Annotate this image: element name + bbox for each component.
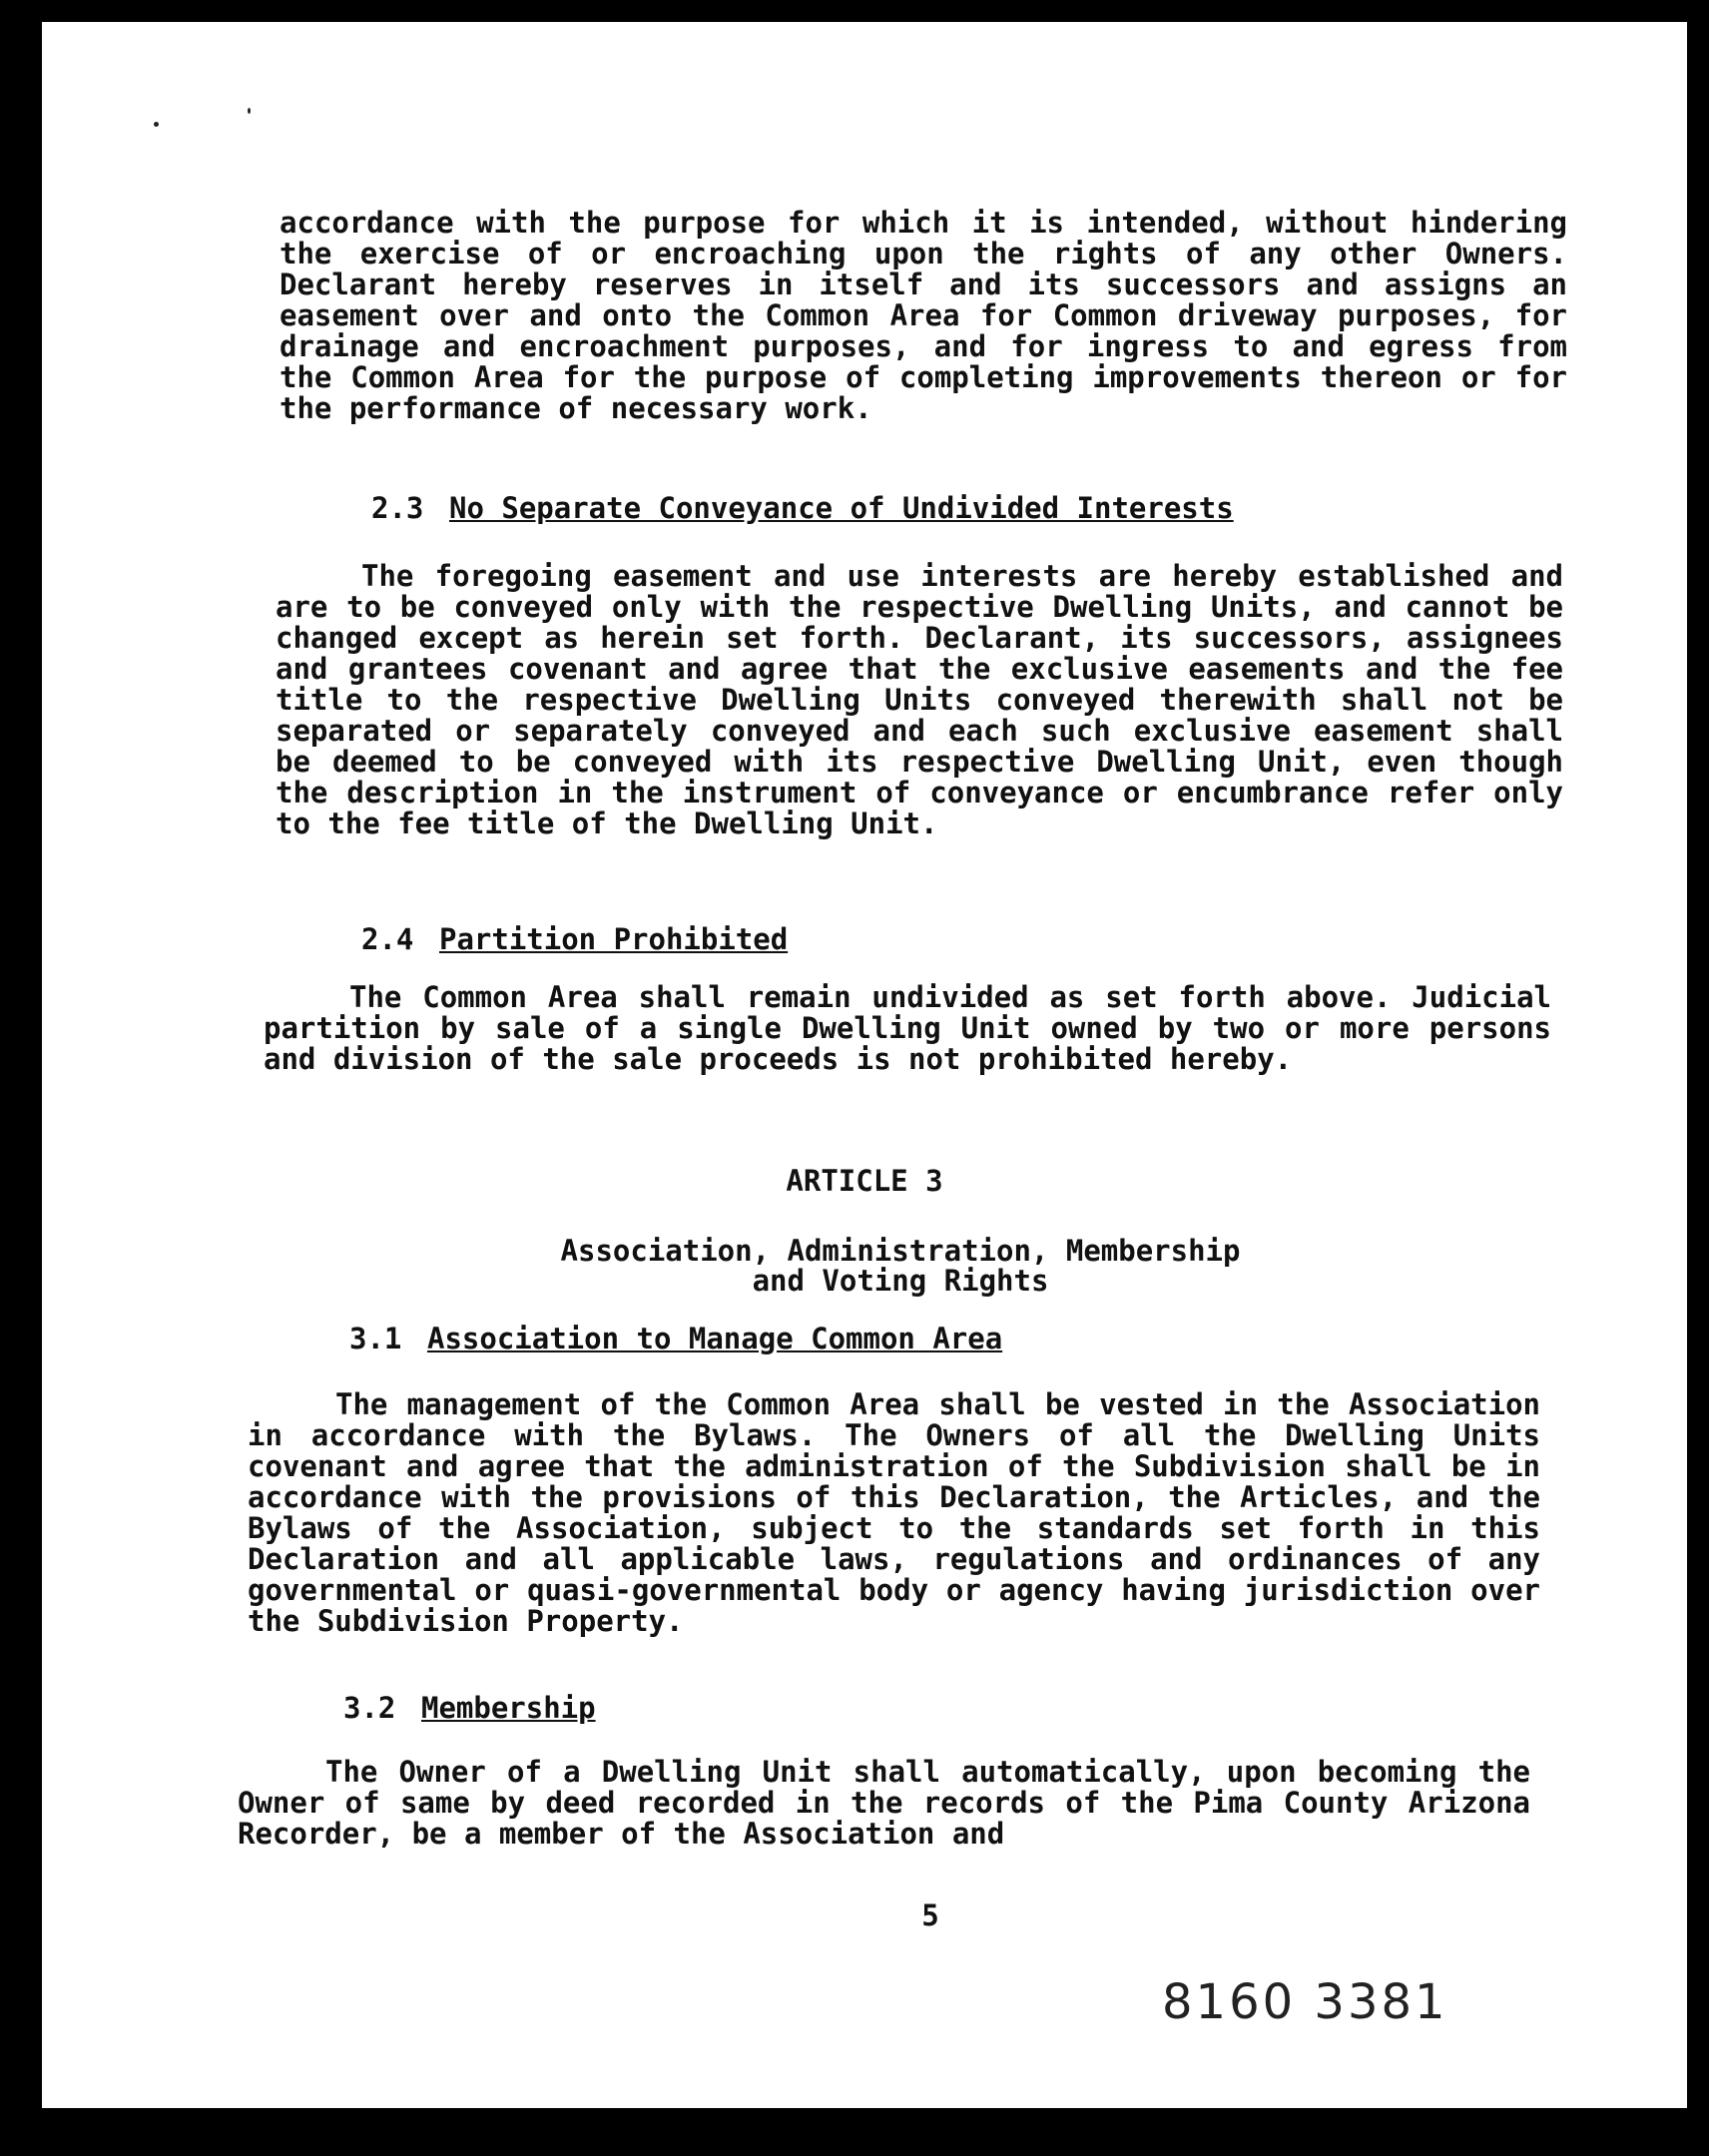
document-number: 8160 3381 bbox=[1162, 1974, 1448, 2030]
section-number: 2.3 bbox=[371, 491, 424, 525]
page-number: 5 bbox=[921, 1898, 939, 1932]
section-number: 3.2 bbox=[343, 1691, 396, 1725]
document-page bbox=[42, 22, 1687, 2108]
section-number: 3.1 bbox=[349, 1322, 402, 1355]
article-label: ARTICLE 3 bbox=[786, 1164, 943, 1198]
section-2-4-body: The Common Area shall remain undivided as set forth above. Judicial partition by sale of a single Dwelling Unit owned by two or more persons and division of the sale proceeds is not prohibited hereby. bbox=[264, 980, 1551, 1076]
opening-paragraph: accordance with the purpose for which it is intended, without hindering the exercise of or encroaching upon the rights of any other Owners. Declarant hereby reserves in itself and its successors and assigns an easement over and onto the Common Area for Common driveway purposes, for drainage and encroachment purposes, and for ingress to and egress from the Common Area for the purpose of completing improvements thereon or for the performance of necessary work. bbox=[280, 206, 1567, 425]
article-title-line2: and Voting Rights bbox=[752, 1264, 1049, 1298]
section-3-1-body: The management of the Common Area shall be vested in the Association in accordance with the Bylaws. The Owners of all the Dwelling Units covenant and agree that the administration of the Subdivision shall be in accordance with the provisions of this Declaration, the Articles, and the Bylaws of the Association, subject to the standards set forth in this Declaration and all applicable laws, regulations and ordinances of any governmental or quasi-governmental body or agency having jurisdiction over the Subdivision Property. bbox=[248, 1387, 1540, 1638]
section-title: No Separate Conveyance of Undivided Interests bbox=[449, 491, 1234, 525]
section-3-2-body: The Owner of a Dwelling Unit shall automatically, upon becoming the Owner of same by deed recorded in the records of the Pima County Arizona Recorder, be a member of the Association and bbox=[238, 1755, 1530, 1851]
scan-speck bbox=[248, 108, 251, 114]
section-3-1-heading bbox=[349, 1322, 1002, 1355]
section-title: Membership bbox=[421, 1691, 596, 1725]
section-2-4-heading bbox=[361, 922, 788, 956]
article-title-line1: Association, Administration, Membership bbox=[560, 1234, 1241, 1268]
section-number: 2.4 bbox=[361, 922, 414, 956]
section-2-3-heading bbox=[371, 491, 1234, 525]
section-3-2-heading bbox=[343, 1691, 596, 1725]
section-2-3-body: The foregoing easement and use interests are hereby established and are to be conveyed only with the respective Dwelling Units, and cannot be changed except as herein set forth. Declarant, its successors, assignees and grantees covenant and agree that the exclusive easements and the fee title to the respective Dwelling Units conveyed therewith shall not be separated or separately conveyed and each such exclusive easement shall be deemed to be conveyed with its respective Dwelling Unit, even though the description in the instrument of conveyance or encumbrance refer only to the fee title of the Dwelling Unit. bbox=[276, 559, 1563, 840]
section-title: Association to Manage Common Area bbox=[427, 1322, 1003, 1355]
section-title: Partition Prohibited bbox=[439, 922, 789, 956]
scan-speck bbox=[154, 122, 159, 127]
